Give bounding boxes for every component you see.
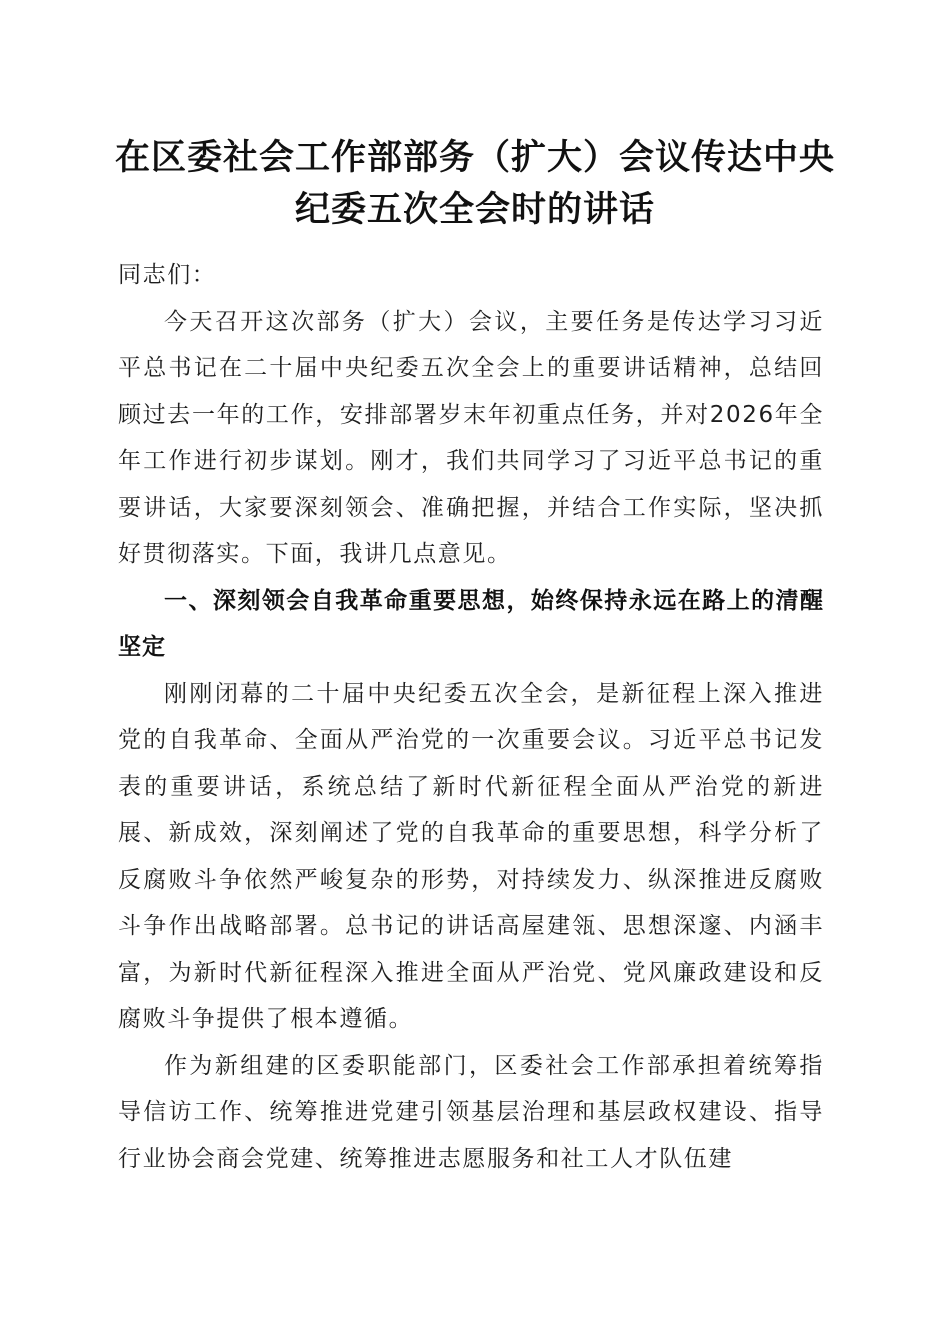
paragraph-section-1a: 刚刚闭幕的二十届中央纪委五次全会，是新征程上深入推进党的自我革命、全面从严治党的一次重要会议。习近平总书记发表的重要讲话，系统总结了新时代新征程全面从严治党的新进展、新成效，深刻阐述了党的自我革命的重要思想，科学分析了反腐败斗争依然严峻复杂的形势，对持续发力、纵深推进反腐败斗争作出战略部署。总书记的讲话高屋建瓴、思想深邃、内涵丰富，为新时代新征程深入推进全面从严治党、党风廉政建设和反腐败斗争提供了根本遵循。 (118, 680, 824, 1032)
salutation: 同志们： (118, 262, 217, 288)
document-title (100, 132, 850, 236)
paragraph-section-1b: 作为新组建的区委职能部门，区委社会工作部承担着统筹指导信访工作、统筹推进党建引领基层治理和基层政权建设、指导行业协会商会党建、统筹推进志愿服务和社工人才队伍建 (118, 1052, 824, 1172)
title-line-2: 纪委五次全会时的讲话 (294, 189, 655, 230)
document-body (118, 252, 824, 1182)
section-heading-1: 一、深刻领会自我革命重要思想，始终保持永远在路上的清醒坚定 (118, 587, 824, 660)
paragraph-intro: 今天召开这次部务（扩大）会议，主要任务是传达学习习近平总书记在二十届中央纪委五次全会上的重要讲话精神，总结回顾过去一年的工作，安排部署岁末年初重点任务，并对2026年全年工作进行初步谋划。刚才，我们共同学习了习近平总书记的重要讲话，大家要深刻领会、准确把握，并结合工作实际，坚决抓好贯彻落实。下面，我讲几点意见。 (118, 308, 824, 567)
title-line-1: 在区委社会工作部部务（扩大）会议传达中央 (114, 137, 835, 178)
